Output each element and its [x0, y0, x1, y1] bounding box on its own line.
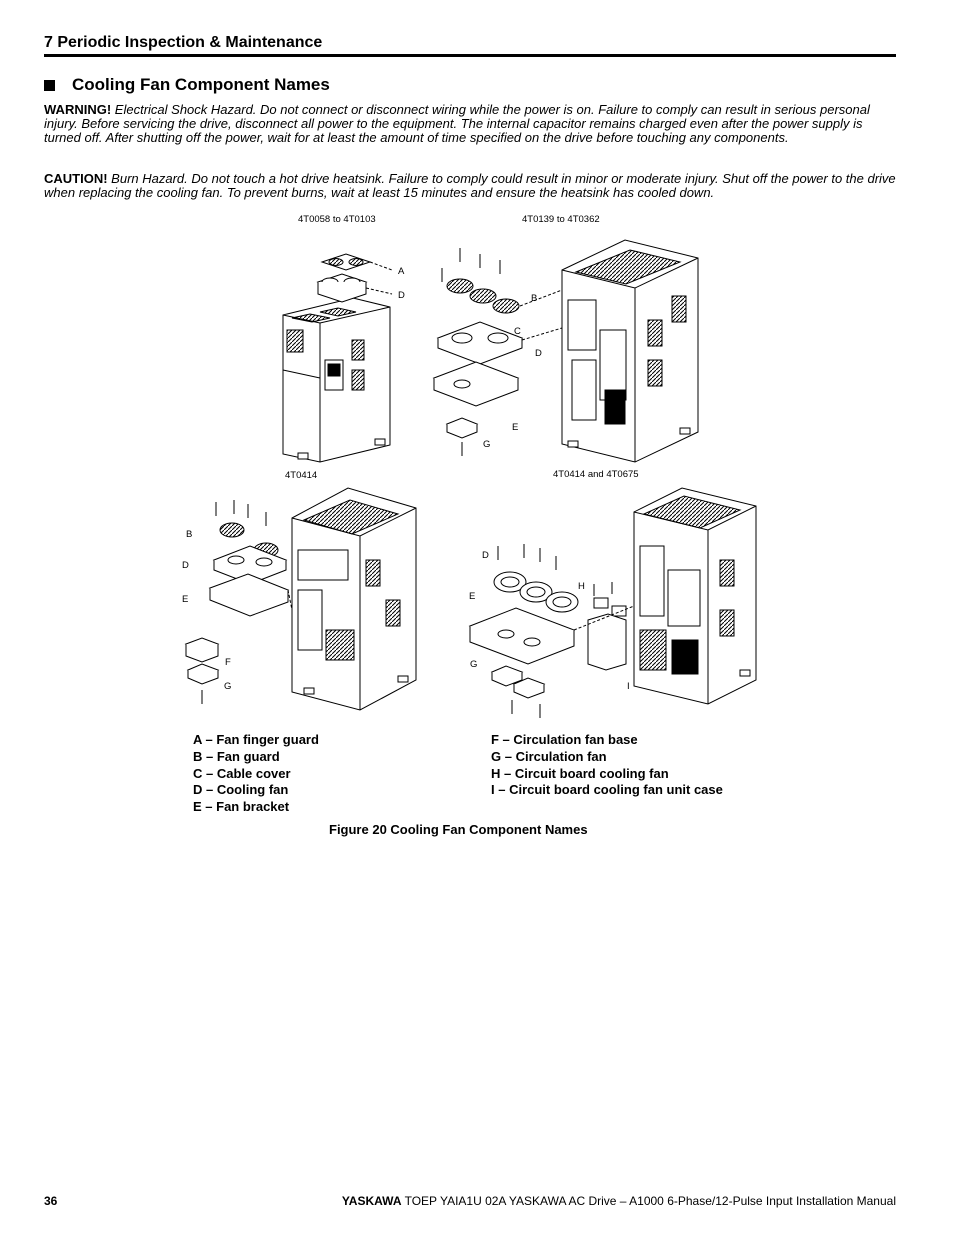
model-label-2: 4T0139 to 4T0362 [522, 214, 600, 225]
callout-g: G [470, 659, 478, 670]
footer-document: TOEP YAIA1U 02A YASKAWA AC Drive – A1000 6-Phase/12-Pulse Input Installation Manual [401, 1194, 896, 1208]
model-label-1: 4T0058 to 4T0103 [298, 214, 376, 225]
callout-e: E [512, 422, 519, 433]
page-number: 36 [44, 1194, 58, 1208]
callout-e: E [469, 591, 476, 602]
callout-g: G [483, 439, 491, 450]
callout-d: D [482, 550, 489, 561]
model-label-3: 4T0414 [285, 470, 318, 481]
warning-text: Electrical Shock Hazard. Do not connect or disconnect wiring while the power is on. Failure to comply can result in serious personal injury. Before servicing the drive, disconnect all power to the equipment. The internal capacitor remains charged even after the power supply is turned off. After shutting off the power, wait for at least the amount of time specified on the drive before touching any components. [44, 102, 870, 146]
legend-item: F – Circulation fan base [491, 732, 638, 747]
callout-f: F [225, 657, 231, 668]
header-rule [44, 54, 896, 57]
cooling-fan-figure [180, 210, 780, 720]
heading-text: Cooling Fan Component Names [72, 75, 330, 94]
callout-h: H [578, 581, 585, 592]
legend-item: A – Fan finger guard [193, 732, 319, 747]
warning-paragraph [44, 103, 896, 146]
callout-c: C [514, 326, 521, 337]
legend-item: B – Fan guard [193, 748, 280, 764]
legend-item: I – Circuit board cooling fan unit case [491, 782, 723, 798]
footer-title [342, 1194, 896, 1208]
callout-e: E [182, 594, 189, 605]
legend-item: H – Circuit board cooling fan [491, 765, 669, 781]
callout-b: B [186, 529, 193, 540]
callout-b: B [531, 293, 538, 304]
drive-xlarge-drawing [470, 488, 756, 718]
section-header: 7 Periodic Inspection & Maintenance [44, 34, 323, 51]
model-label-4: 4T0414 and 4T0675 [553, 469, 639, 480]
callout-i: I [627, 681, 630, 692]
legend-item: C – Cable cover [193, 765, 291, 781]
caution-text: Burn Hazard. Do not touch a hot drive heatsink. Failure to comply could result in minor or moderate injury. Shut off the power to the drive when replacing the cooling fan. To prevent burns, wait at least 15 minutes and ensure the heatsink has cooled down. [44, 171, 896, 201]
figure-caption: Figure 20 Cooling Fan Component Names [329, 822, 588, 837]
footer-brand: YASKAWA [341, 1194, 402, 1208]
callout-d: D [535, 348, 542, 359]
legend-item: E – Fan bracket [193, 799, 290, 815]
drive-large-drawing [186, 488, 416, 710]
caution-paragraph [44, 172, 896, 200]
legend-left [193, 732, 319, 816]
caution-label: CAUTION! [44, 171, 108, 186]
callout-g: G [224, 681, 232, 692]
warning-label: WARNING! [44, 102, 112, 117]
page-heading [44, 75, 330, 95]
legend-right [491, 732, 723, 799]
callout-a: A [398, 266, 405, 277]
legend-item: D – Cooling fan [193, 782, 289, 798]
callout-d: D [182, 560, 189, 571]
legend-item: G – Circulation fan [491, 748, 607, 764]
callout-d: D [398, 290, 405, 301]
drive-small-drawing [283, 254, 392, 462]
drive-medium-drawing [434, 240, 698, 462]
square-bullet-icon [44, 80, 55, 91]
